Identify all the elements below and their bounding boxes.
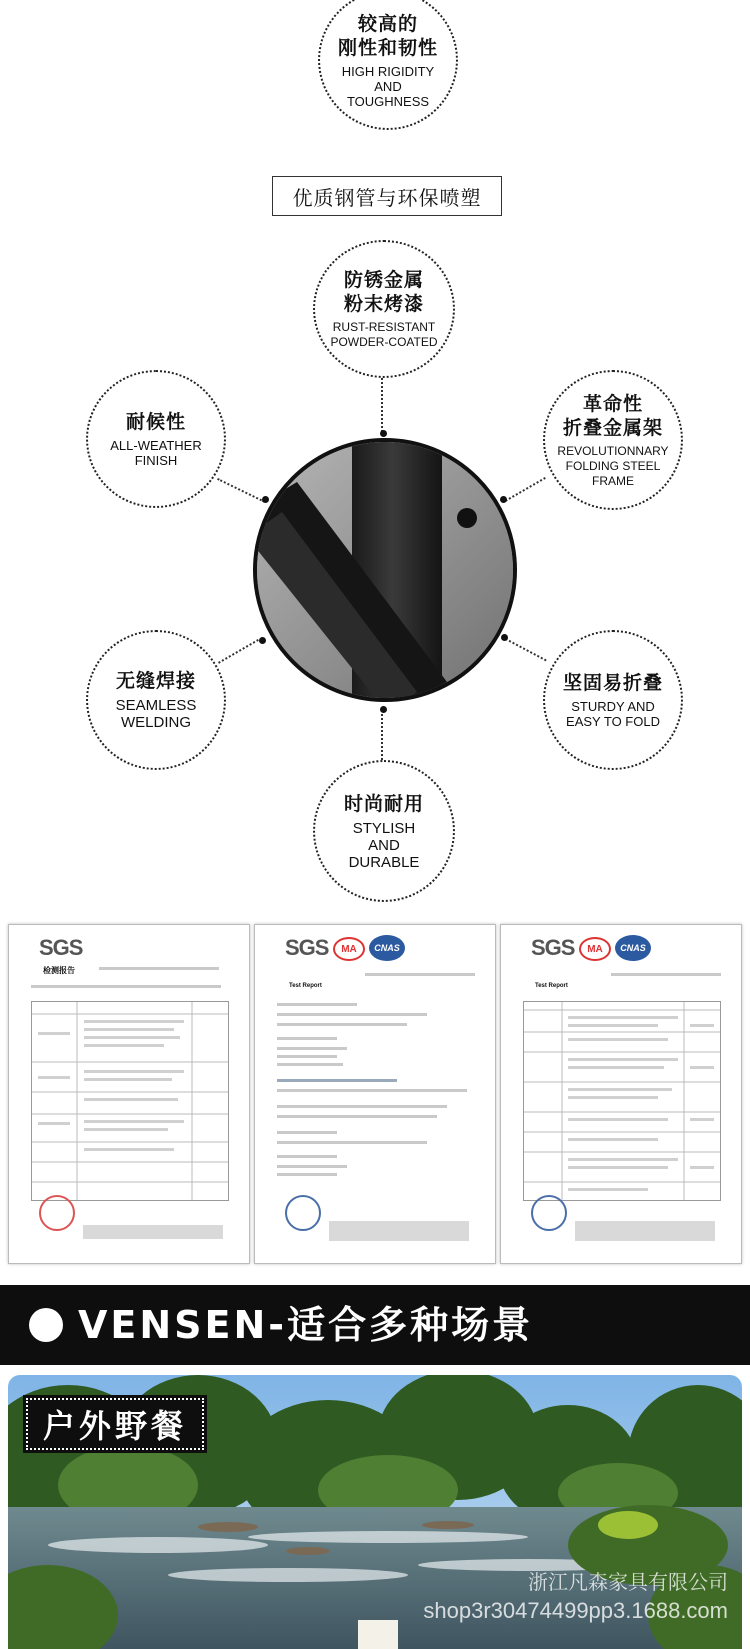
table-lines <box>32 1002 228 1200</box>
text-line <box>277 1079 397 1082</box>
sgs-logo: SGS <box>39 935 83 960</box>
ma-badge: MA <box>333 937 365 961</box>
feature-en-line: AND <box>374 78 402 94</box>
text-line <box>277 1131 337 1134</box>
text-line <box>277 1013 427 1016</box>
table-lines <box>524 1002 720 1200</box>
feature-circle-all-weather <box>86 370 226 508</box>
text-line <box>277 1055 337 1058</box>
sgs-logo: SGS <box>531 935 575 960</box>
feature-en-line: DURABLE <box>348 853 420 871</box>
steel-tube-closeup-photo <box>253 438 517 702</box>
feature-en-line: STYLISH <box>352 819 416 837</box>
watermark-url: shop3r30474499pp3.1688.com <box>423 1598 728 1623</box>
text-line <box>277 1003 357 1006</box>
text-line <box>83 1225 223 1239</box>
text-line <box>277 1089 467 1092</box>
test-report-heading: Test Report <box>535 983 568 989</box>
certificate-title: 检测报告 <box>43 966 75 975</box>
feature-circle-stylish <box>313 760 455 902</box>
text-line <box>365 973 475 976</box>
cnas-badge: CNAS <box>615 935 651 961</box>
text-line <box>611 973 721 976</box>
feature-circle-rust-resistant <box>313 240 455 378</box>
bullet-circle-icon <box>29 1308 63 1342</box>
connector-dot <box>500 496 507 503</box>
feature-zh-line: 革命性 <box>582 392 643 415</box>
feature-circle-sturdy <box>543 630 683 770</box>
connector-line <box>218 639 259 664</box>
feature-zh-line: 折叠金属架 <box>562 416 663 439</box>
text-line <box>277 1155 337 1158</box>
connector-dot <box>259 637 266 644</box>
text-line <box>277 1063 343 1066</box>
connector-line <box>505 477 546 502</box>
connector-line <box>381 378 383 432</box>
ma-badge: MA <box>579 937 611 961</box>
section-heading: 优质钢管与环保喷塑 <box>272 176 502 216</box>
feature-en-line: REVOLUTIONNARY <box>557 443 669 458</box>
text-line <box>31 985 221 988</box>
feature-en-line: HIGH RIGIDITY <box>341 63 435 79</box>
text-line <box>575 1221 715 1241</box>
text-line <box>277 1105 447 1108</box>
feature-zh-line: 无缝焊接 <box>115 670 196 692</box>
text-line <box>277 1037 337 1040</box>
connector-dot <box>501 634 508 641</box>
connector-line <box>381 710 383 760</box>
feature-circle-folding-frame <box>543 370 683 510</box>
feature-en-line: EASY TO FOLD <box>566 714 660 729</box>
watermark-company: 浙江凡森家具有限公司 <box>528 1572 728 1594</box>
red-seal-stamp <box>39 1195 75 1231</box>
sgs-logo: SGS <box>285 935 329 960</box>
sgs-seal <box>285 1195 321 1231</box>
feature-circle-rigidity <box>318 0 458 130</box>
banner-title: VENSEN-适合多种场景 <box>78 1303 534 1347</box>
steel-tube-illustration <box>257 442 517 702</box>
certificate-table <box>31 1001 229 1201</box>
feature-zh-line: 时尚耐用 <box>343 792 424 815</box>
feature-zh-line: 坚固易折叠 <box>562 672 663 694</box>
feature-en-line: RUST-RESISTANT <box>332 320 436 334</box>
text-line <box>329 1221 469 1241</box>
text-line <box>99 967 219 970</box>
sgs-certificate-2 <box>254 924 496 1264</box>
connector-line <box>217 478 265 503</box>
feature-en-line: ALL-WEATHER <box>110 438 202 453</box>
cnas-badge: CNAS <box>369 935 405 961</box>
connector-line <box>505 638 547 661</box>
feature-en-line: FINISH <box>134 453 178 468</box>
connector-dot <box>380 706 387 713</box>
scenes-banner <box>0 1285 750 1365</box>
feature-en-line: AND <box>368 836 400 854</box>
feature-en-line: POWDER-COATED <box>330 335 438 349</box>
scene-tag: 户外野餐 <box>26 1398 204 1450</box>
text-line <box>277 1173 337 1176</box>
feature-en-line: TOUGHNESS <box>346 93 430 109</box>
text-line <box>277 1047 347 1050</box>
connector-dot <box>380 430 387 437</box>
sgs-certificate-1 <box>8 924 250 1264</box>
text-line <box>277 1023 407 1026</box>
feature-zh-line: 较高的 <box>357 12 418 35</box>
sgs-seal <box>531 1195 567 1231</box>
certificate-table <box>523 1001 721 1201</box>
feature-zh-line: 粉末烤漆 <box>343 293 424 315</box>
feature-circle-seamless-welding <box>86 630 226 770</box>
feature-zh-line: 防锈金属 <box>343 269 424 291</box>
text-line <box>277 1115 437 1118</box>
feature-en-line: STURDY AND <box>571 699 655 714</box>
feature-zh-line: 耐候性 <box>125 411 186 433</box>
test-report-heading: Test Report <box>289 983 322 989</box>
feature-en-line: FOLDING STEEL <box>565 458 661 473</box>
feature-zh-line: 刚性和韧性 <box>337 36 438 59</box>
feature-en-line: FRAME <box>592 473 634 488</box>
feature-en-line: SEAMLESS <box>115 697 197 714</box>
text-line <box>277 1165 347 1168</box>
connector-dot <box>262 496 269 503</box>
feature-en-line: WELDING <box>120 714 191 731</box>
sgs-certificate-3 <box>500 924 742 1264</box>
text-line <box>277 1141 427 1144</box>
